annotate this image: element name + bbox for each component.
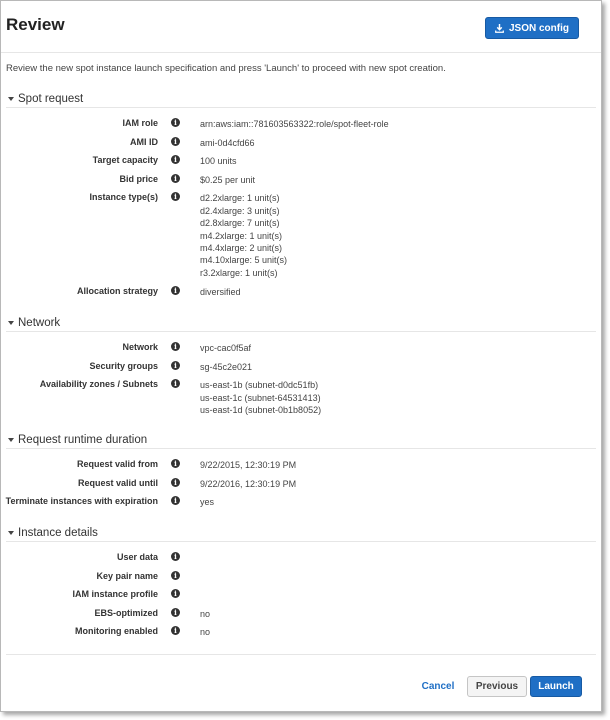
section-toggle-spot-request[interactable]	[6, 90, 596, 108]
list-item: m4.2xlarge: 1 unit(s)	[200, 230, 283, 241]
info-icon[interactable]: i	[171, 379, 180, 388]
section-instance-details	[6, 524, 596, 642]
row-monitoring-enabled	[6, 623, 596, 642]
caret-down-icon	[8, 97, 14, 101]
section-title: Request runtime duration	[18, 433, 148, 446]
info-icon[interactable]: i	[171, 286, 180, 295]
field-value: sg-45c2e021	[200, 361, 253, 372]
row-allocation-strategy	[6, 283, 596, 302]
info-icon[interactable]: i	[171, 192, 180, 201]
row-user-data	[6, 549, 596, 568]
row-terminate-instances	[6, 493, 596, 512]
field-value: no	[200, 608, 211, 619]
info-icon[interactable]: i	[171, 589, 180, 598]
info-icon[interactable]: i	[171, 496, 180, 505]
field-label: IAM instance profile	[72, 589, 158, 600]
list-item: d2.4xlarge: 3 unit(s)	[200, 205, 280, 216]
info-icon[interactable]: i	[171, 137, 180, 146]
row-iam-role	[6, 115, 596, 134]
list-item: us-east-1b (subnet-d0dc51fb)	[200, 380, 319, 391]
section-network	[6, 314, 596, 420]
page-title: Review	[6, 15, 65, 34]
list-item: d2.8xlarge: 7 unit(s)	[200, 218, 280, 229]
field-value: $0.25 per unit	[200, 174, 256, 185]
caret-down-icon	[8, 531, 14, 535]
subnet-list	[200, 379, 321, 416]
field-value: vpc-cac0f5af	[200, 343, 252, 353]
row-security-groups	[6, 358, 596, 377]
json-config-button[interactable]	[485, 17, 579, 39]
section-toggle-network[interactable]	[6, 314, 596, 332]
field-label: IAM role	[122, 118, 158, 128]
section-toggle-instance-details[interactable]	[6, 524, 596, 542]
row-valid-until	[6, 475, 596, 494]
field-label: Terminate instances with expiration	[5, 496, 158, 507]
info-icon[interactable]: i	[171, 552, 180, 561]
info-icon[interactable]: i	[171, 608, 180, 617]
field-value: diversified	[200, 287, 241, 298]
review-header	[1, 1, 601, 53]
field-label: Bid price	[119, 173, 158, 184]
row-iam-instance-profile	[6, 586, 596, 605]
field-label: Allocation strategy	[76, 286, 158, 297]
row-ebs-optimized	[6, 605, 596, 624]
list-item: d2.2xlarge: 1 unit(s)	[200, 193, 280, 204]
field-value: arn:aws:iam::781603563322:role/spot-fleet-role	[200, 119, 389, 129]
list-item: m4.4xlarge: 2 unit(s)	[200, 243, 283, 253]
section-spot-request	[6, 90, 596, 302]
row-target-capacity	[6, 152, 596, 171]
json-config-label: JSON config	[508, 22, 569, 34]
field-label: Target capacity	[92, 155, 158, 166]
info-icon[interactable]: i	[171, 342, 180, 351]
field-label: Security groups	[89, 360, 158, 371]
info-icon[interactable]: i	[171, 571, 180, 580]
section-title: Instance details	[18, 526, 98, 539]
footer-divider	[6, 654, 596, 655]
field-value: yes	[200, 497, 215, 508]
row-bid-price	[6, 171, 596, 190]
field-value: no	[200, 627, 211, 638]
field-label: Instance type(s)	[89, 192, 158, 203]
field-value: 100 units	[200, 156, 237, 167]
field-label: Request valid from	[76, 459, 158, 469]
field-label: Request valid until	[77, 477, 158, 488]
field-label: User data	[116, 552, 158, 562]
caret-down-icon	[8, 438, 14, 442]
launch-button[interactable]: Launch	[530, 676, 582, 697]
field-label: AMI ID	[130, 136, 158, 147]
info-icon[interactable]: i	[171, 626, 180, 635]
intro-text: Review the new spot instance launch specification and press 'Launch' to proceed with new spot creation.	[6, 63, 446, 74]
caret-down-icon	[8, 321, 14, 325]
previous-button[interactable]: Previous	[467, 676, 527, 697]
field-value: 9/22/2016, 12:30:19 PM	[200, 478, 297, 489]
section-title: Network	[18, 316, 61, 329]
instance-type-list	[200, 192, 287, 279]
field-label: Availability zones / Subnets	[39, 379, 158, 390]
section-toggle-runtime[interactable]	[6, 431, 596, 449]
info-icon[interactable]: i	[171, 361, 180, 370]
field-value: 9/22/2015, 12:30:19 PM	[200, 460, 297, 470]
section-title: Spot request	[18, 92, 84, 105]
row-availability-zones	[6, 376, 596, 420]
field-label: Key pair name	[96, 570, 158, 581]
list-item: us-east-1d (subnet-0b1b8052)	[200, 405, 322, 415]
field-label: Network	[122, 342, 158, 352]
row-network	[6, 339, 596, 358]
info-icon[interactable]: i	[171, 459, 180, 468]
info-icon[interactable]: i	[171, 478, 180, 487]
list-item: us-east-1c (subnet-64531413)	[200, 392, 321, 403]
info-icon[interactable]: i	[171, 174, 180, 183]
section-runtime	[6, 431, 596, 512]
info-icon[interactable]: i	[171, 155, 180, 164]
field-label: Monitoring enabled	[75, 626, 158, 637]
field-value: ami-0d4cfd66	[200, 137, 255, 148]
row-instance-types	[6, 189, 596, 283]
info-icon[interactable]: i	[171, 118, 180, 127]
list-item: r3.2xlarge: 1 unit(s)	[200, 267, 278, 278]
row-ami-id	[6, 134, 596, 153]
list-item: m4.10xlarge: 5 unit(s)	[200, 255, 288, 266]
cancel-button[interactable]: Cancel	[421, 681, 455, 692]
row-valid-from	[6, 456, 596, 475]
field-label: EBS-optimized	[94, 607, 158, 618]
row-key-pair	[6, 568, 596, 587]
download-icon	[495, 24, 504, 33]
